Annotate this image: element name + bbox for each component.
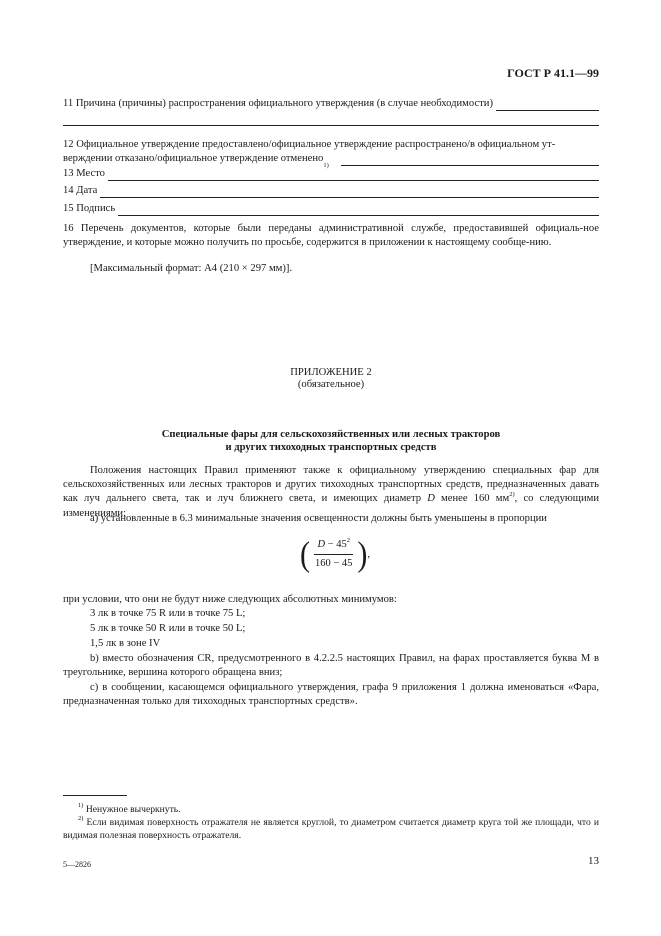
annex-heading-line-2: и других тихоходных транспортных средств (225, 442, 437, 453)
footnote-2-text: Если видимая поверхность отражателя не является круглой, то диаметром считается диаметр круга той же площади, что и видимая полезная поверхность отражателя. (63, 817, 599, 841)
formula-num-rest: − 45 (325, 539, 347, 550)
formula-denominator: 160 − 45 (315, 558, 353, 570)
standard-code: ГОСТ Р 41.1—99 (507, 66, 599, 80)
formula-comma: , (367, 548, 371, 560)
footnote-ref-2: 2) (509, 491, 515, 499)
footnote-1 (78, 803, 599, 816)
item-11-fill-line (496, 100, 599, 111)
item-15-fill-line (118, 205, 599, 216)
minimum-2: 5 лк в точке 50 R или в точке 50 L; (90, 623, 246, 634)
formula-right-paren: ) (357, 535, 368, 574)
item-11-extra-line (63, 113, 599, 126)
item-12-decision (63, 138, 599, 170)
intro-text-1: Положения настоящих Правил применяют также к официальному утверждению специальных фар для сельскохозяйственных или лесных тракторов и других тихоходных транспортных средств, предназначенных давать как луч дальнего света, так и луч ближнего света, и имеющих диаметр (63, 465, 599, 505)
item-14-label: 14 Дата (63, 185, 98, 196)
annex-heading-line-1: Специальные фары для сельскохозяйственных или лесных тракторов (161, 429, 501, 440)
item-11-reason (63, 97, 599, 111)
item-11-label: 11 Причина (причины) распространения официального утверждения (в случае необходимости) (63, 98, 493, 109)
footnote-2 (63, 816, 599, 842)
footnote-separator (63, 795, 127, 796)
footnote-2-mark: 2) (78, 815, 84, 822)
item-13-fill-line (108, 170, 599, 181)
formula-d-variable: D (317, 539, 326, 550)
proportion-formula (300, 535, 371, 574)
footnote-1-text: Ненужное вычеркнуть. (85, 804, 181, 815)
item-14-date (63, 184, 599, 198)
print-code: 5—2826 (63, 860, 91, 869)
formula-left-paren: ( (300, 535, 310, 574)
annex-title: ПРИЛОЖЕНИЕ 2 (290, 367, 372, 378)
intro-text-2: менее 160 мм (434, 493, 510, 505)
formula-exponent: 2 (346, 537, 350, 544)
item-13-label: 13 Место (63, 168, 105, 179)
item-16-documents: 16 Перечень документов, которые были переданы административной службе, предоставившей официаль-ное утверждение, и которые можно получить по просьбе, содержится в приложении к настоящему сообще-нию. (63, 223, 599, 249)
max-format-note: [Максимальный формат: А4 (210 × 297 мм)]. (90, 263, 293, 274)
formula-fraction (312, 538, 355, 571)
annex-status: (обязательное) (297, 379, 365, 390)
item-b: b) вместо обозначения CR, предусмотренного в 4.2.2.5 настоящих Правил, на фарах проставляется буква М в треугольнике, вершина которого обращена вниз; (63, 653, 599, 679)
item-12-line-2: верждении отказано/официальное утверждение отменено (63, 153, 324, 165)
page-number: 13 (588, 855, 599, 867)
item-c: с) в сообщении, касающемся официального утверждения, графа 9 приложения 1 должна именоваться «Фара, предназначенная только для тихоходных транспортных средств». (63, 682, 599, 708)
item-12-line-1: 12 Официальное утверждение предоставлено/официальное утверждение распространено/в официальном ут- (63, 139, 556, 150)
item-12-line-2-row: верждении отказано/официальное утверждение отменено 1) (63, 152, 599, 166)
footnote-1-mark: 1) (78, 802, 84, 809)
item-14-fill-line (100, 187, 599, 198)
minimum-1: 3 лк в точке 75 R или в точке 75 L; (90, 608, 246, 619)
item-12-fill-line (341, 155, 599, 166)
intro-text-3: , со следующими изменениями: (63, 493, 599, 519)
item-15-signature (63, 202, 599, 216)
minimum-3: 1,5 лк в зоне IV (90, 638, 161, 649)
item-15-label: 15 Подпись (63, 203, 116, 214)
item-a: а) установленные в 6.3 минимальные значения освещенности должны быть уменьшены в пропорции (90, 513, 547, 524)
item-13-place (63, 167, 599, 181)
formula-numerator (314, 538, 353, 555)
condition-text: при условии, что они не будут ниже следующих абсолютных минимумов: (63, 594, 397, 605)
diameter-variable: D (427, 493, 435, 505)
